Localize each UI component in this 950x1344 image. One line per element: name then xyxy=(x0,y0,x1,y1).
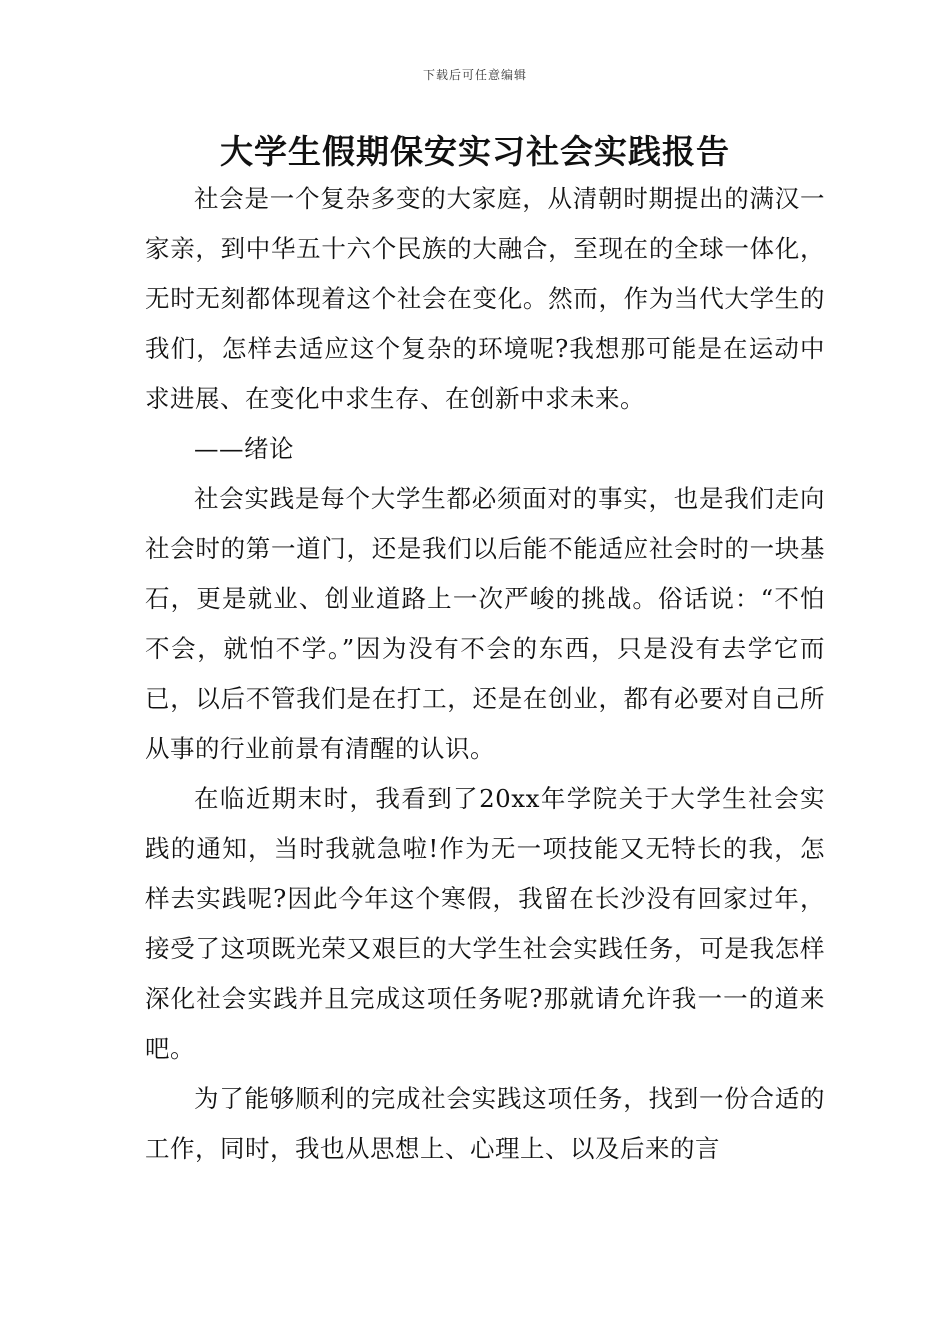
paragraph-intro: 社会是一个复杂多变的大家庭，从清朝时期提出的满汉一家亲，到中华五十六个民族的大融合，至现在的全球一体化，无时无刻都体现着这个社会在变化。然而，作为当代大学生的我们，怎样去适应这个复杂的环境呢?我想那可能是在运动中求进展、在变化中求生存、在创新中求未来。 xyxy=(145,184,825,413)
document-title: 大学生假期保安实习社会实践报告 xyxy=(220,132,730,171)
paragraph-notice: 在临近期末时，我看到了20xx年学院关于大学生社会实践的通知，当时我就急啦!作为无一项技能又无特长的我，怎样去实践呢?因此今年这个寒假，我留在长沙没有回家过年，接受了这项既光荣又艰巨的大学生社会实践任务，可是我怎样深化社会实践并且完成这项任务呢?那就请允许我一一的道来吧。 xyxy=(145,784,825,1063)
paragraph-introduction-label: ——绪论 xyxy=(194,434,294,463)
paragraph-preparation: 为了能够顺利的完成社会实践这项任务，找到一份合适的工作，同时，我也从思想上、心理上、以及后来的言 xyxy=(145,1084,825,1163)
header-note: 下载后可任意编辑 xyxy=(422,68,527,82)
document-body xyxy=(145,174,825,1174)
paragraph-social-practice: 社会实践是每个大学生都必须面对的事实，也是我们走向社会时的第一道门，还是我们以后能不能适应社会时的一块基石，更是就业、创业道路上一次严峻的挑战。俗话说：“不怕不会，就怕不学。”因为没有不会的东西，只是没有去学它而已，以后不管我们是在打工，还是在创业，都有必要对自己所从事的行业前景有清醒的认识。 xyxy=(145,484,825,763)
